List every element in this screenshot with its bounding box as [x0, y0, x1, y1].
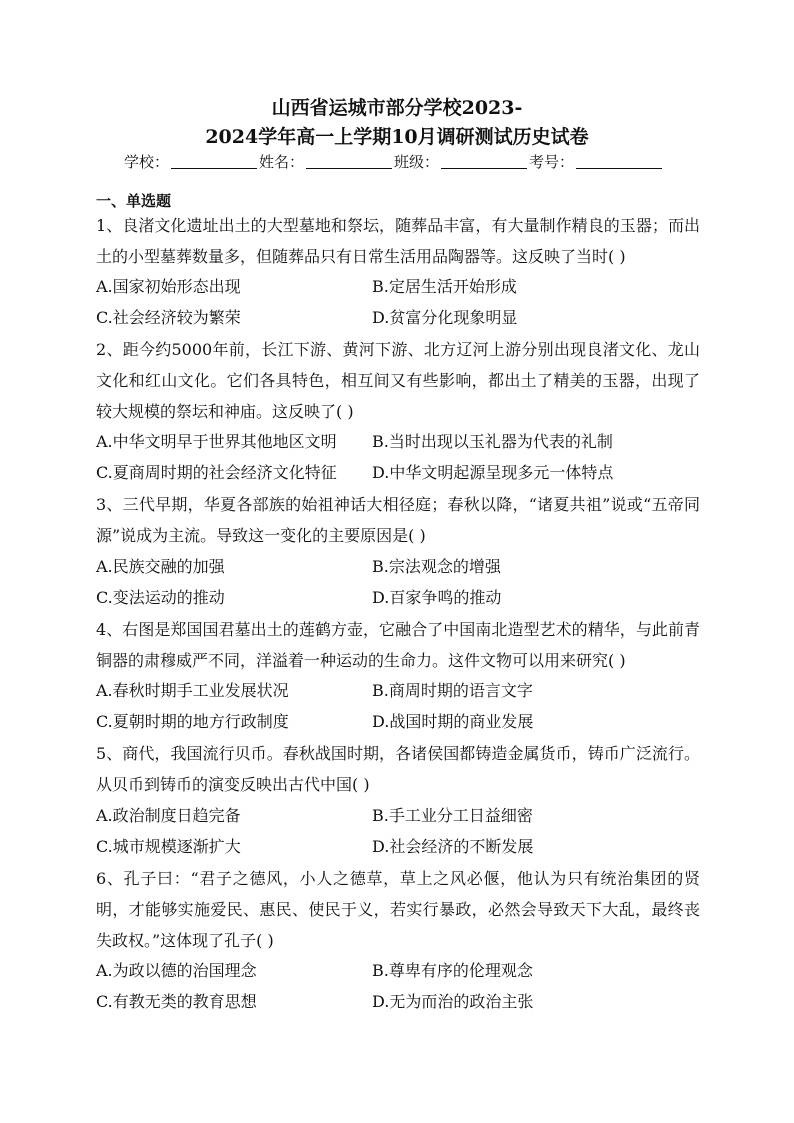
question-2-stem: 2、距今约5000年前，长江下游、黄河下游、北方辽河上游分别出现良渚文化、龙山文化和红山文化。它们各具特色，相互间又有些影响，都出土了精美的玉器，出现了较大规模的祭坛和神庙。这反映了( ) [96, 340, 700, 421]
question-6-option-a: A.为政以德的治国理念 [96, 961, 257, 980]
question-4-option-a: A.春秋时期手工业发展状况 [96, 681, 289, 700]
question-6-option-d: D.无为而治的政治主张 [372, 992, 534, 1011]
class-label: 班级： [394, 153, 440, 171]
school-blank [171, 150, 257, 169]
question-2-option-a: A.中华文明早于世界其他地区文明 [96, 432, 337, 451]
question-1-option-d: D.贫富分化现象明显 [372, 308, 518, 327]
name-label: 姓名： [259, 153, 305, 171]
question-4-option-d: D.战国时期的商业发展 [372, 712, 534, 731]
question-6-option-c: C.有教无类的教育思想 [96, 992, 257, 1011]
school-label: 学校： [124, 153, 170, 171]
section-heading: 一、单选题 [96, 192, 172, 210]
question-2-option-b: B.当时出现以玉礼器为代表的礼制 [372, 432, 613, 451]
question-5-option-c: C.城市规模逐渐扩大 [96, 837, 241, 856]
class-blank [441, 150, 527, 169]
question-5-option-b: B.手工业分工日益细密 [372, 806, 533, 825]
question-6-stem: 6、孔子曰：“君子之德风，小人之德草，草上之风必偃，他认为只有统治集团的贤明，才能够实施爱民、惠民、使民于义，若实行暴政，必然会导致天下大乱，最终丧失政权。”这体现了孔子( ) [96, 869, 700, 950]
question-3-option-c: C.变法运动的推动 [96, 588, 225, 607]
question-1-option-a: A.国家初始形态出现 [96, 277, 241, 296]
question-4-option-c: C.夏朝时期的地方行政制度 [96, 712, 289, 731]
question-1-option-b: B.定居生活开始形成 [372, 277, 517, 296]
student-info-row [124, 150, 684, 174]
question-5-stem: 5、商代，我国流行贝币。春秋战国时期，各诸侯国都铸造金属货币，铸币广泛流行。从贝币到铸币的演变反映出古代中国( ) [96, 744, 700, 794]
question-3-option-d: D.百家争鸣的推动 [372, 588, 502, 607]
question-4-option-b: B.商周时期的语言文字 [372, 681, 533, 700]
question-5-option-a: A.政治制度日趋完备 [96, 806, 241, 825]
exam-title-line2: 2024学年高一上学期10月调研测试历史试卷 [205, 126, 589, 148]
question-6-option-b: B.尊卑有序的伦理观念 [372, 961, 533, 980]
question-2-option-c: C.夏商周时期的社会经济文化特征 [96, 463, 337, 482]
question-3-option-a: A.民族交融的加强 [96, 557, 225, 576]
exam-number-blank [576, 150, 662, 169]
question-3-option-b: B.宗法观念的增强 [372, 557, 501, 576]
name-blank [306, 150, 392, 169]
exam-number-label: 考号： [529, 153, 575, 171]
question-2-option-d: D.中华文明起源呈现多元一体特点 [372, 463, 614, 482]
question-3-stem: 3、三代早期，华夏各部族的始祖神话大相径庭；春秋以降，“诸夏共祖”说或“五帝同源”说成为主流。导致这一变化的主要原因是( ) [96, 495, 700, 545]
question-4-stem: 4、右图是郑国国君墓出土的莲鹤方壶，它融合了中国南北造型艺术的精华，与此前青铜器的肃穆威严不同，洋溢着一种运动的生命力。这件文物可以用来研究( ) [96, 620, 700, 670]
question-1-option-c: C.社会经济较为繁荣 [96, 308, 241, 327]
question-1-stem: 1、良渚文化遗址出土的大型墓地和祭坛，随葬品丰富，有大量制作精良的玉器；而出土的小型墓葬数量多，但随葬品只有日常生活用品陶器等。这反映了当时( ) [96, 216, 700, 266]
question-5-option-d: D.社会经济的不断发展 [372, 837, 534, 856]
exam-title-line1: 山西省运城市部分学校2023- [271, 97, 523, 119]
